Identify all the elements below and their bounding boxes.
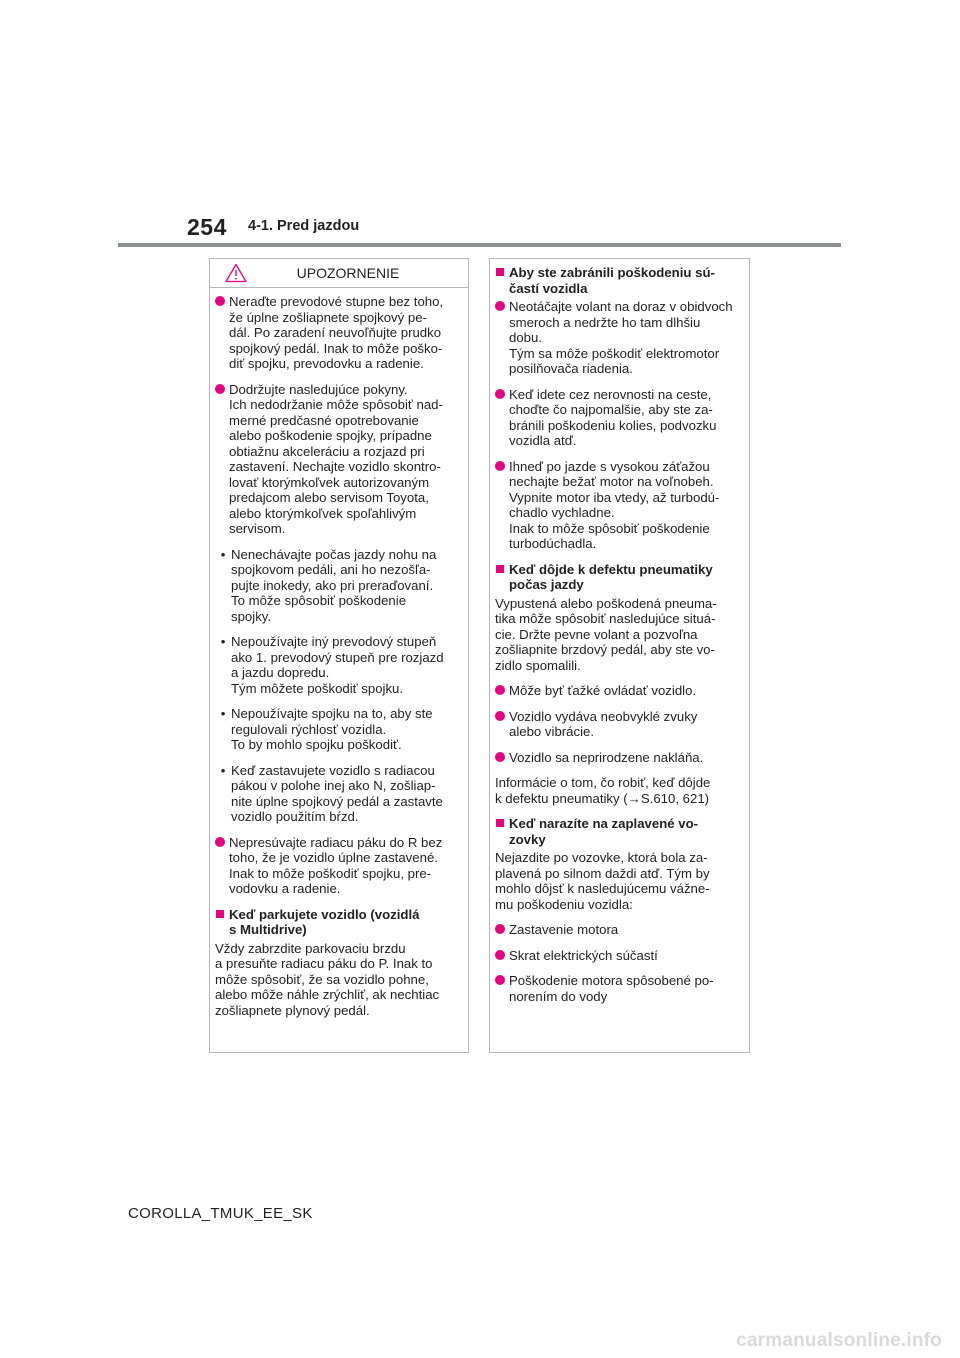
pink-dot-icon [495,461,505,471]
warning-label: UPOZORNENIE [296,265,400,281]
list-item [215,835,462,897]
info-content [490,259,749,1004]
list-item-text: Môže byť ťažké ovládať vozidlo. [509,683,697,698]
subheading [215,907,462,938]
bullet-text: Keď zastavujete vozidlo s radiacou pákou v polohe inej ako N, zošliap- nite úplne spojkový pedál a zastavte vozidlo použitím bŕzd. [231,762,443,824]
footer-code: COROLLA_TMUK_EE_SK [128,1205,313,1222]
subheading [495,562,743,593]
paragraph: Vždy zabrzdite parkovaciu brzdu a presuňte radiacu páku do P. Inak to môže spôsobiť, že sa vozidlo pohne, alebo môže náhle zrýchliť, ak nechtiac zošliapnete plynový pedál. [215,940,440,1018]
list-item-text: Skrat elektrických súčastí [509,947,658,963]
bullet-text: Nenechávajte počas jazdy nohu na spojkovom pedáli, ani ho nezošľa- pujte inokedy, ako pri preraďovaní. To môže spôsobiť poškodenie spojky. [231,546,437,624]
list-item [495,299,743,377]
warning-header [210,259,468,288]
header-rule [118,243,841,247]
pink-dot-icon [495,389,505,399]
pink-dot-icon [495,950,505,960]
list-item-text: Dodržujte nasledujúce pokyny. Ich nedodržanie môže spôsobiť nad- merné predčasné opotrebovanie alebo poškodenie spojky, prípadne obtiažnu akceleráciu a rozjazd pri zastavení. Nechajte vozidlo skontro- lovať ktorýmkoľvek autorizovaným predajcom alebo servisom Toyota, alebo ktorýmkoľvek spoľahlivým servisom. [229,381,443,536]
list-item [495,709,743,740]
paragraph: Nejazdite po vozovke, ktorá bola za- plavená po silnom daždi atď. Tým by mohlo dôjsť k nasledujúcemu vážne- mu poškodeniu vozidla: [495,850,710,912]
bullet-item [215,547,462,625]
bullet-item [215,634,462,696]
info-box [489,258,750,1053]
list-item [495,683,743,699]
pink-square-icon [496,268,504,276]
bullet-item [215,763,462,825]
pink-square-icon [496,565,504,573]
pink-square-icon [216,910,224,918]
list-item [495,387,743,449]
pink-dot-icon [495,752,505,762]
warning-content [210,288,468,1018]
pink-dot-icon [215,384,225,394]
list-item [495,948,743,964]
pink-dot-icon [495,711,505,721]
bullet-text: Nepoužívajte iný prevodový stupeň ako 1. prevodový stupeň pre rozjazd a jazdu dopredu. Tým môžete poškodiť spojku. [231,634,444,696]
paragraph: Informácie o tom, čo robiť, keď dôjde k defektu pneumatiky (→S.610, 621) [495,775,711,806]
bullet-item [215,706,462,753]
subheading-text: Keď narazíte na zaplavené vo- zovky [509,816,699,847]
page-number: 254 [187,214,227,240]
list-item-text: Vozidlo vydáva neobvyklé zvuky alebo vibrácie. [509,708,698,739]
list-item-text: Neotáčajte volant na doraz v obidvoch smeroch a nedržte ho tam dlhšiu dobu. Tým sa môže poškodiť elektromotor posilňovača riadenia. [509,299,733,376]
watermark: carmanualsonline.info [736,1330,942,1351]
subheading-text: Keď parkujete vozidlo (vozidlá s Multidrive) [229,906,420,937]
list-item-text: Zastavenie motora [509,922,619,937]
list-item-text: Nepresúvajte radiacu páku do R bez toho, že je vozidlo úplne zastavené. Inak to môže poškodiť spojku, pre- vodovku a radenie. [229,834,443,896]
pink-dot-icon [495,975,505,985]
section-title: 4-1. Pred jazdou [248,218,360,234]
bullet-text: Nepoužívajte spojku na to, aby ste regulovali rýchlosť vozidla. To by mohlo spojku poškodiť. [231,706,433,752]
pink-dot-icon [495,301,505,311]
pink-dot-icon [495,924,505,934]
list-item [215,294,462,372]
list-item-text: Ihneď po jazde s vysokou záťažou nechajte bežať motor na voľnobeh. Vypnite motor iba vtedy, až turbodú- chadlo vychladne. Inak to môže spôsobiť poškodenie turbodúchadla. [509,458,720,551]
subheading [495,816,743,847]
subheading-text: Aby ste zabránili poškodeniu sú- častí vozidla [509,265,715,296]
list-item-text: Keď idete cez nerovnosti na ceste, choďte čo najpomalšie, aby ste za- bránili poškodeniu kolies, podvozku vozidla atď. [509,386,717,448]
pink-dot-icon [495,685,505,695]
list-item [495,750,743,766]
pink-dot-icon [215,837,225,847]
list-item-text: Vozidlo sa neprirodzene nakláňa. [509,749,704,765]
list-item [215,382,462,537]
bullet-icon: • [220,634,226,649]
bullet-icon: • [220,706,226,721]
pink-square-icon [496,819,504,827]
list-item-text: Poškodenie motora spôsobené po- norením do vody [509,973,714,1004]
subheading-text: Keď dôjde k defektu pneumatiky počas jazdy [509,561,713,592]
warning-box [209,258,469,1053]
bullet-icon: • [220,546,226,562]
list-item [495,973,743,1004]
list-item [495,922,743,938]
list-item [495,459,743,552]
paragraph: Vypustená alebo poškodená pneuma- tika môže spôsobiť nasledujúce situá- cie. Držte pevne volant a pozvoľna zošliapnite brzdový pedál, aby ste vo- zidlo spomalili. [495,595,717,673]
subheading [495,265,743,296]
bullet-icon: • [220,762,226,778]
pink-dot-icon [215,296,225,306]
list-item-text: Neraďte prevodové stupne bez toho, že úplne zošliapnete spojkový pe- dál. Po zaradení neuvoľňujte prudko spojkový pedál. Inak to môže poško- diť spojku, prevodovku a radenie. [229,294,444,371]
